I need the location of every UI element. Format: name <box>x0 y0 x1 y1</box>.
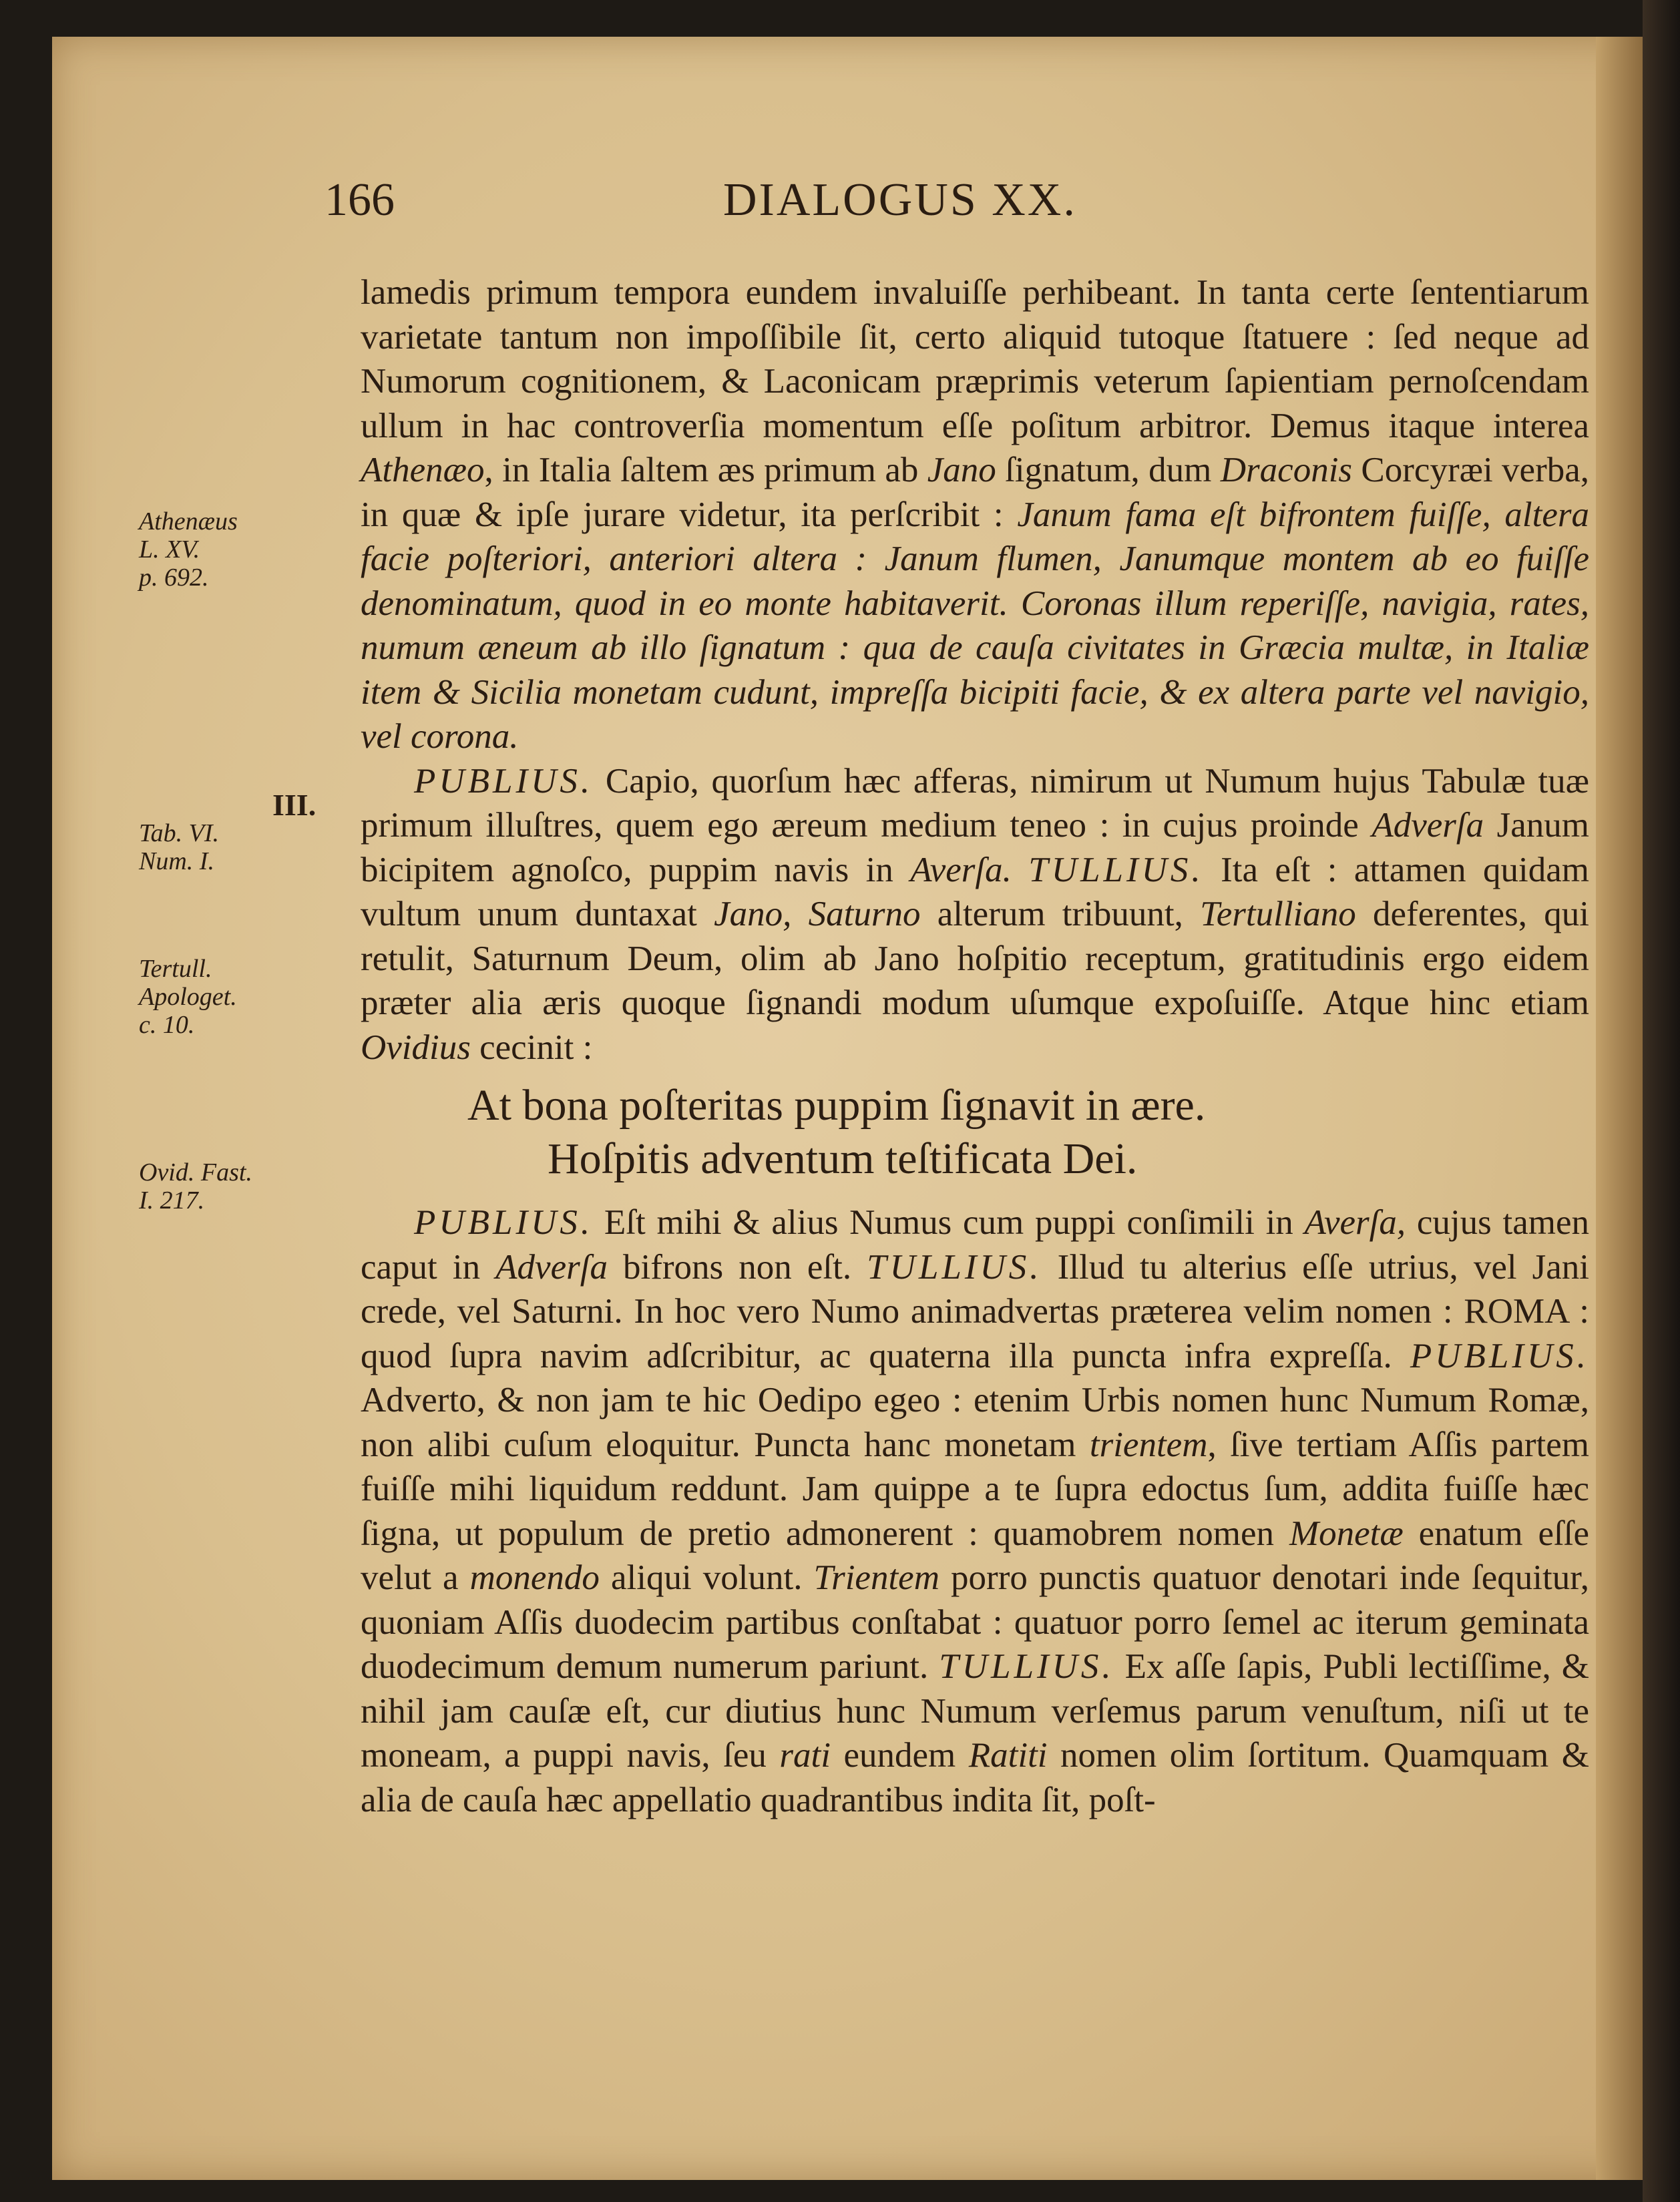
italic-run: Jano <box>927 451 996 489</box>
section-number: III. <box>272 788 317 822</box>
text-run: , ſive tertiam Aſſis partem fuiſſe mihi liquidum reddunt. Jam quippe a te ſupra edoctus ſum, addita fuiſſe hæc ſigna, ut populum de pretio admonerent : quamobrem nomen <box>361 1425 1589 1553</box>
text-run: , in Italia ſaltem æs primum ab <box>484 451 927 489</box>
text-run: Corcyræi verba, in quæ & ipſe jurare videtur, ita perſcribit : <box>361 451 1590 534</box>
text-run: Adverto, & non jam te hic Oedipo egeo : etenim Urbis nomen hunc Numum Romæ, non alibi cuſum eloquitur. Puncta hanc monetam <box>361 1381 1589 1464</box>
marginal-note-ovid <box>139 1158 339 1215</box>
italic-run: Draconis <box>1220 451 1353 489</box>
speaker-name: PUBLIUS. <box>1410 1336 1589 1375</box>
marginal-note-line: I. 217. <box>139 1186 205 1215</box>
page-number: 166 <box>325 174 395 226</box>
text-run: alterum tribuunt, <box>920 895 1201 933</box>
page-header <box>52 174 1643 240</box>
paragraph-2 <box>361 759 1589 1070</box>
italic-run: Athenæo <box>361 451 485 489</box>
text-run: Janum bicipitem agnoſco, puppim navis in <box>361 806 1590 889</box>
marginal-note-line: Apologet. <box>139 983 237 1011</box>
text-run: porro punctis quatuor denotari inde ſequitur, quoniam Aſſis duodecim partibus conſtabat : quatuor porro ſemel ac iterum geminata duodecimum demum numerum pariunt. <box>361 1558 1590 1686</box>
marginal-note-tertullian <box>139 955 339 1039</box>
text-run: aliqui volunt. <box>599 1558 814 1597</box>
text-run: Illud tu alterius eſſe utrius, vel Jani crede, vel Saturni. In hoc vero Numo animadvertas præterea velim nomen : ROMA : quod ſupra navim adſcribitur, ac quaterna illa puncta infra expreſſa. <box>361 1247 1590 1375</box>
italic-run: Averſa. <box>910 850 1012 889</box>
italic-run: trientem <box>1089 1425 1208 1464</box>
text-run <box>1012 851 1028 889</box>
italic-quotation: Janum fama eſt bifrontem fuiſſe, altera facie poſteriori, anteriori altera : Janum flumen, Janumque montem ab eo fuiſſe denominatum, quod in eo monte habitaverit. Coronas illum reperiſſe, navigia, rates, numum æneum ab illo ſignatum : qua de cauſa civitates in Græcia multæ, in Italiæ item & Sicilia monetam cudunt, impreſſa bicipiti facie, & ex altera parte vel navigio, vel corona. <box>361 495 1589 756</box>
italic-run: Tertulliano <box>1200 895 1356 933</box>
text-run: eundem <box>830 1736 969 1775</box>
verse-line: Hoſpitis adventum teſtificata Dei. <box>548 1134 1138 1183</box>
running-head: DIALOGUS XX. <box>723 174 1077 226</box>
marginal-note-line: Tab. VI. <box>139 819 220 847</box>
marginal-note-athenaeus <box>139 507 339 592</box>
italic-run: Averſa, <box>1304 1203 1406 1242</box>
text-run: Ex aſſe ſapis, Publi lectiſſime, & nihil jam cauſæ eſt, cur diutius hunc Numum verſemus parum venuſtum, niſi ut te moneam, a puppi navis, ſeu <box>361 1647 1589 1775</box>
text-run: cecinit : <box>470 1028 593 1067</box>
italic-run: Ovidius <box>361 1028 471 1067</box>
italic-run: monendo <box>469 1558 600 1597</box>
text-run: Eſt mihi & alius Numus cum puppi conſimili in <box>593 1203 1305 1242</box>
text-run: ſignatum, dum <box>996 451 1221 489</box>
text-run: nomen olim ſortitum. Quamquam & alia de cauſa hæc appellatio quadrantibus indita ſit, poſt- <box>361 1736 1589 1819</box>
italic-run: Adverſa <box>495 1247 608 1287</box>
italic-run: Adverſa <box>1372 806 1484 845</box>
text-run: bifrons non eſt. <box>607 1247 867 1287</box>
main-text <box>361 270 1589 1822</box>
speaker-name: PUBLIUS. <box>414 761 594 801</box>
marginal-note-section <box>139 788 339 875</box>
text-run: Ita eſt : attamen quidam vultum unum duntaxat <box>361 850 1590 933</box>
speaker-name: TULLIUS. <box>1028 850 1204 889</box>
book-page <box>52 37 1643 2180</box>
text-run: cujus tamen caput in <box>361 1203 1589 1287</box>
text-run: enatum eſſe velut a <box>361 1514 1590 1597</box>
speaker-name: TULLIUS. <box>867 1247 1042 1287</box>
text-run: Capio, quorſum hæc afferas, nimirum ut Numum hujus Tabulæ tuæ primum illuſtres, quem ego æreum medium teneo : in cujus proinde <box>361 761 1589 845</box>
verse-quotation <box>361 1079 1589 1186</box>
marginal-note-line: c. 10. <box>139 1011 195 1039</box>
book-spine-shadow <box>1643 0 1680 2202</box>
italic-run: rati <box>779 1736 831 1775</box>
italic-run: Ratiti <box>968 1736 1048 1775</box>
paragraph-1 <box>361 270 1589 759</box>
page-gutter-shading <box>1596 37 1643 2180</box>
marginal-note-line: L. XV. <box>139 535 200 564</box>
verse-line: At bona poſteritas puppim ſignavit in ære. <box>467 1081 1206 1130</box>
text-run: lamedis primum tempora eundem invaluiſſe perhibeant. In tanta certe ſententiarum varietate tantum non impoſſibile ſit, certo aliquid tutoque ſtatuere : ſed neque ad Numorum cognitionem, & Laconicam præprimis veterum ſapientiam pernoſcendam ullum in hac controverſia momentum eſſe poſitum arbitror. Demus itaque interea <box>361 273 1589 445</box>
italic-run: Monetæ <box>1289 1514 1404 1553</box>
marginal-note-line: Ovid. Fast. <box>139 1158 252 1186</box>
marginal-note-line: p. 692. <box>139 564 209 592</box>
italic-run: Trientem <box>813 1558 939 1597</box>
text-run: deferentes, qui retulit, Saturnum Deum, olim ab Jano hoſpitio receptum, gratitudinis ergo eidem præter alia æris quoque ſignandi modum uſumque expoſuiſſe. Atque hinc etiam <box>361 895 1589 1022</box>
speaker-name: TULLIUS. <box>939 1647 1114 1686</box>
marginal-note-line: Athenæus <box>139 507 238 535</box>
paragraph-3 <box>361 1200 1589 1822</box>
speaker-name: PUBLIUS. <box>414 1203 594 1242</box>
marginal-note-line: Num. I. <box>139 847 214 875</box>
marginal-note-line: Tertull. <box>139 955 212 983</box>
italic-run: Jano, Saturno <box>714 895 921 933</box>
